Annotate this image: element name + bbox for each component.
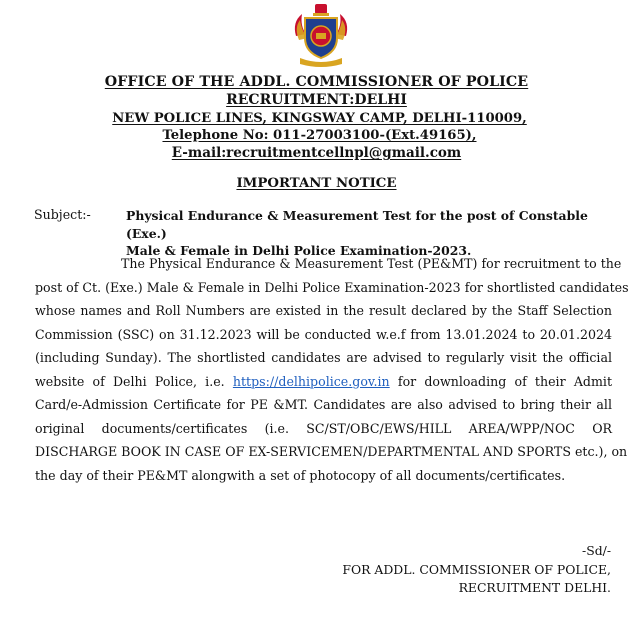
body-line: The Physical Endurance & Measurement Test (PE&MT) for recruitment to the	[121, 256, 622, 271]
body-line: original documents/certificates (i.e. SC/ST/OBC/EWS/HILL AREA/WPP/NOC OR	[35, 420, 612, 436]
body-text: for downloading of their Admit	[397, 373, 613, 389]
body-line: whose names and Roll Numbers are existed in the result declared by the Staff Selection	[35, 303, 612, 319]
body-line: DISCHARGE BOOK IN CASE OF EX-SERVICEMEN/DEPARTMENTAL AND SPORTS etc.), on	[35, 444, 628, 460]
body-line: Card/e-Admission Certificate for PE &MT. Candidates are also advised to bring their all	[35, 397, 612, 413]
delhi-police-website-link[interactable]: https://delhipolice.gov.in	[232, 373, 390, 389]
delhi-police-emblem-icon	[290, 2, 352, 68]
subject-line-2: Male & Female in Delhi Police Examination-2023.	[126, 243, 472, 258]
signed-mark: -Sd/-	[582, 543, 611, 558]
signatory-line-1: FOR ADDL. COMMISSIONER OF POLICE,	[342, 562, 611, 577]
body-line: post of Ct. (Exe.) Male & Female in Delhi Police Examination-2023 for shortlisted candidates	[35, 279, 629, 295]
body-line-with-link	[35, 370, 612, 394]
body-line: Commission (SSC) on 31.12.2023 will be conducted w.e.f from 13.01.2024 to 20.01.2024	[35, 326, 612, 342]
subject-label: Subject:-	[34, 207, 91, 222]
subject-line-1: Physical Endurance & Measurement Test for the post of Constable (Exe.)	[126, 208, 588, 241]
office-heading: OFFICE OF THE ADDL. COMMISSIONER OF POLICE	[104, 74, 529, 90]
body-line: the day of their PE&MT alongwith a set of photocopy of all documents/certificates.	[35, 467, 566, 483]
notice-title: IMPORTANT NOTICE	[236, 176, 397, 191]
email-line[interactable]: E-mail:recruitmentcellnpl@gmail.com	[171, 145, 462, 161]
notice-body	[35, 252, 629, 487]
signatory-line-2: RECRUITMENT DELHI.	[458, 580, 611, 595]
unit-heading: RECRUITMENT:DELHI	[226, 92, 407, 108]
body-text: website of Delhi Police, i.e.	[35, 373, 225, 389]
address-line: NEW POLICE LINES, KINGSWAY CAMP, DELHI-110009,	[112, 111, 527, 126]
body-line: (including Sunday). The shortlisted candidates are advised to regularly visit the official	[35, 350, 612, 366]
telephone-line: Telephone No: 011-27003100-(Ext.49165),	[162, 128, 477, 143]
